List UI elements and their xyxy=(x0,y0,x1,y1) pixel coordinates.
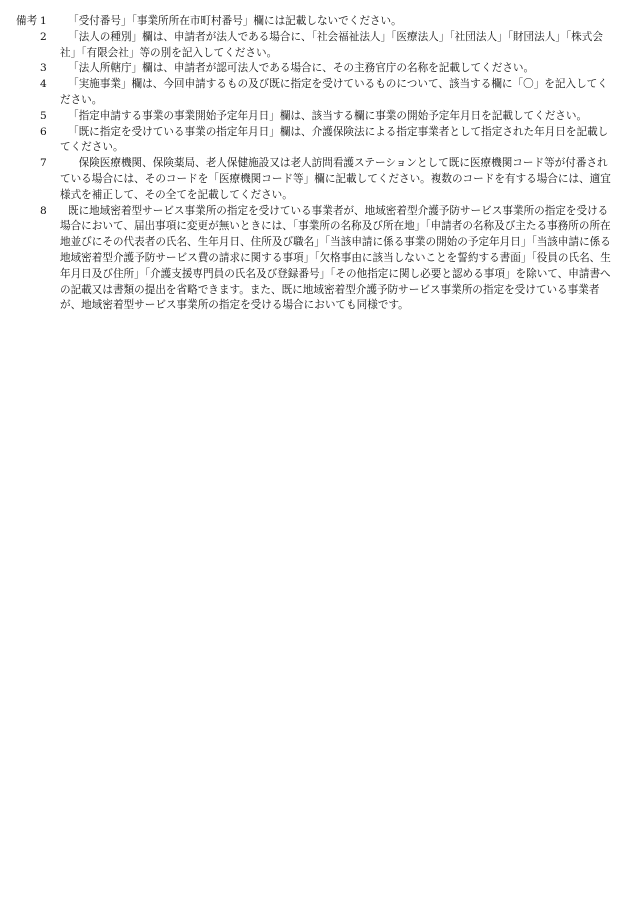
note-text: 「法人の種別」欄は、申請者が法人である場合に、「社会福祉法人」「医療法人」「社団法人」「財団法人」「株式会社」「有限会社」等の別を記入してください。 xyxy=(60,30,603,59)
note-text: 「実施事業」欄は、今回申請するもの及び既に指定を受けているものについて、該当する欄に「〇」を記入してください。 xyxy=(60,78,608,106)
note-number: 7 xyxy=(40,157,47,170)
note-text: 「法人所轄庁」欄は、申請者が認可法人である場合に、その主務官庁の名称を記載してください。 xyxy=(68,62,535,75)
note-text: 保険医療機関、保険薬局、老人保健施設又は老人訪問看護ステーションとして既に医療機関コード等が付番されている場合には、そのコードを「医療機関コード等」欄に記載してください。複数のコードを有する場合には、適宜様式を補正して、その全てを記載してください。 xyxy=(60,157,611,201)
note-item-8 xyxy=(16,204,612,315)
notes-heading: 備考 xyxy=(16,15,38,27)
notes-block xyxy=(16,14,612,314)
note-text: 「既に指定を受けている事業の指定年月日」欄は、介護保険法による指定事業者として指定された年月日を記載してください。 xyxy=(60,125,609,154)
note-number: 4 xyxy=(40,78,47,91)
note-item-6 xyxy=(16,125,612,157)
note-number: 5 xyxy=(40,109,47,122)
note-number: 1 xyxy=(40,15,47,27)
note-item-2 xyxy=(16,30,612,62)
note-text: 既に地域密着型サービス事業所の指定を受けている事業者が、地域密着型介護予防サービス事業所の指定を受ける場合において、届出事項に変更が無いときには、「事業所の名称及び所在地」「申請者の名称及び主たる事務所の所在地並びにその代表者の氏名、生年月日、住所及び職名」「当該申請に係る事業の開始の予定年月日」「当該申請に係る地域密着型介護予防サービス費の請求に関する事項」「欠格事由に該当しないことを誓約する書面」「役員の氏名、生年月日及び住所」「介護支援専門員の氏名及び登録番号」「その他指定に関し必要と認める事項」を除いて、申請書への記載又は書類の提出を省略できます。また、既に地域密着型介護予防サービス事業所の指定を受けている事業者が、地域密着型サービス事業所の指定を受ける場合においても同様です。 xyxy=(60,204,611,312)
note-item-7 xyxy=(16,156,612,203)
note-number: 8 xyxy=(40,204,47,217)
note-item-4 xyxy=(16,77,612,109)
note-number: 3 xyxy=(40,62,47,75)
note-number: 2 xyxy=(40,30,47,43)
note-item-5 xyxy=(16,109,612,125)
note-text: 「受付番号」「事業所所在市町村番号」欄には記載しないでください。 xyxy=(68,15,402,27)
note-item-1 xyxy=(16,14,612,30)
note-number: 6 xyxy=(40,125,47,138)
note-item-3 xyxy=(16,61,612,77)
note-text: 「指定申請する事業の事業開始予定年月日」欄は、該当する欄に事業の開始予定年月日を記載してください。 xyxy=(68,109,588,122)
